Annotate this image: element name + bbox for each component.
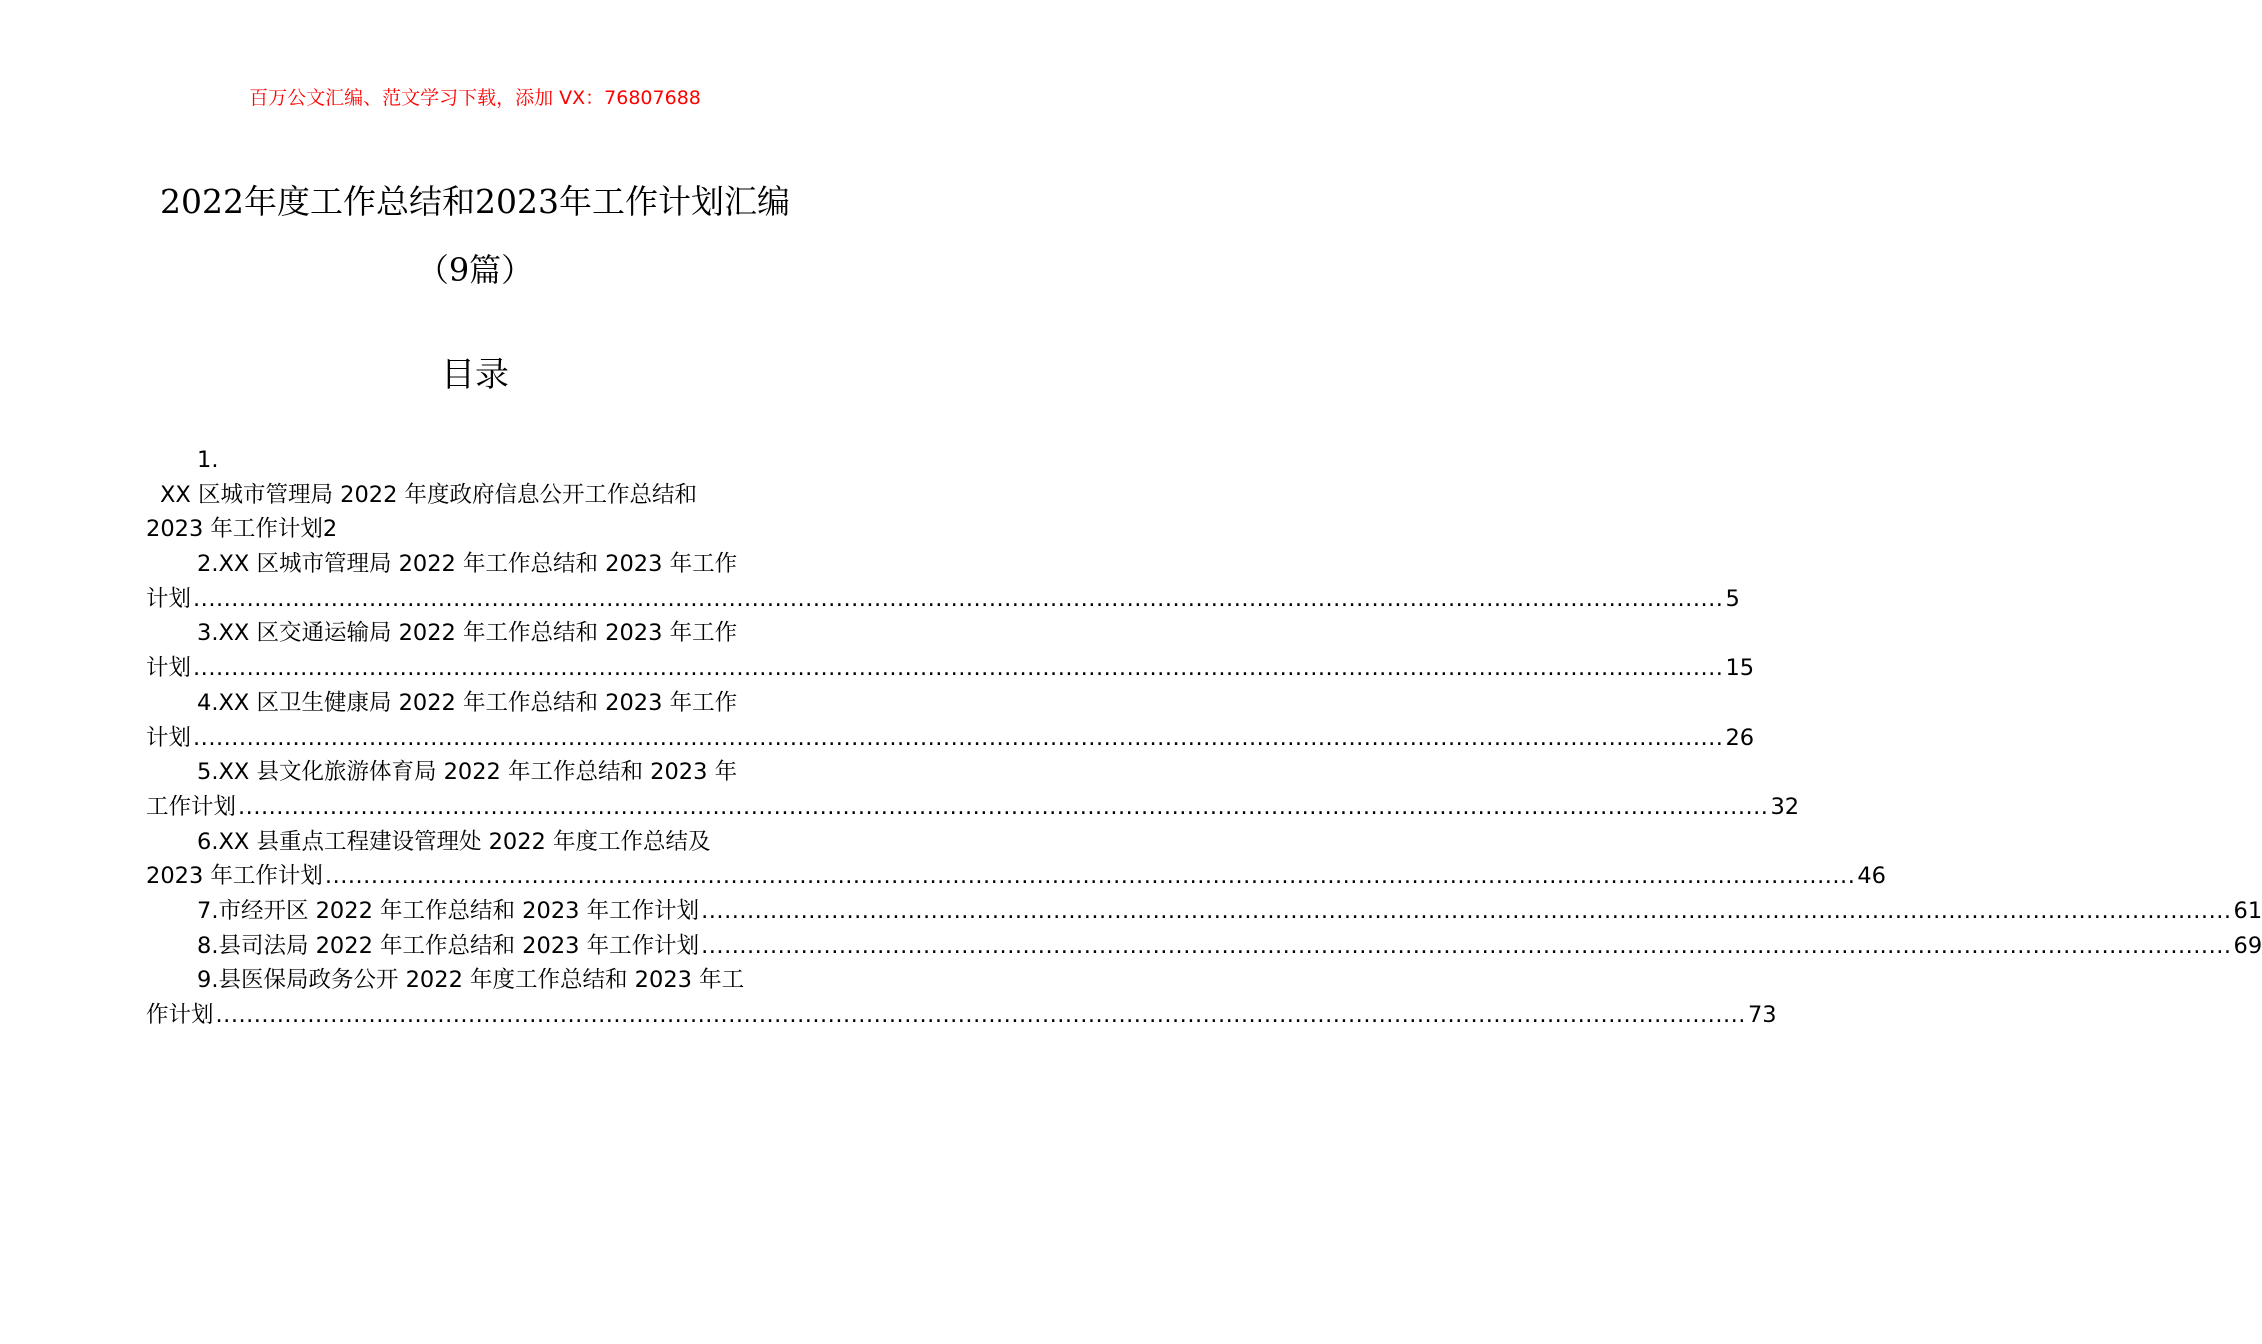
toc-entry-9-title-line[interactable] bbox=[146, 963, 807, 998]
toc-leader-dots: ........................................................................................................................................................................................................ bbox=[701, 932, 2232, 959]
toc-entry-title-continued: 作计划 bbox=[146, 1002, 214, 1028]
toc-entry-5-title-line[interactable] bbox=[146, 755, 807, 790]
toc-leader-dots: ........................................................................................................................................................................................................ bbox=[238, 793, 1769, 820]
toc-leader-dots: ........................................................................................................................................................................................................ bbox=[324, 863, 1856, 890]
toc-entry-title: 2.XX 区城市管理局 2022 年工作总结和 2023 年工作 bbox=[197, 551, 738, 578]
promo-banner: 百万公文汇编、范文学习下载，添加 VX：76807688 bbox=[249, 87, 701, 109]
toc-entry-page: 5 bbox=[1725, 585, 1740, 612]
toc-entry-title: 8.县司法局 2022 年工作总结和 2023 年工作计划 bbox=[197, 932, 700, 959]
toc-leader-dots: ........................................................................................................................................................................................................ bbox=[193, 655, 1724, 682]
toc-entry-title: 7.市经开区 2022 年工作总结和 2023 年工作计划 bbox=[197, 897, 700, 924]
toc-leader-dots: ........................................................................................................................................................................................................ bbox=[193, 585, 1724, 612]
toc-leader-dots: ........................................................................................................................................................................................................ bbox=[701, 897, 2232, 924]
toc-entry-title: XX 区城市管理局 2022 年度政府信息公开工作总结和 bbox=[160, 481, 698, 508]
table-of-contents bbox=[146, 443, 2262, 1033]
toc-entry-title-continued: 计划 bbox=[146, 585, 192, 612]
toc-entry-title: 6.XX 县重点工程建设管理处 2022 年度工作总结及 bbox=[197, 828, 711, 855]
toc-entry-title: 9.县医保局政务公开 2022 年度工作总结和 2023 年工 bbox=[197, 967, 745, 994]
toc-entry-page: 61 bbox=[2233, 897, 2262, 924]
toc-entry-page: 26 bbox=[1725, 724, 1755, 751]
toc-entry-title: 3.XX 区交通运输局 2022 年工作总结和 2023 年工作 bbox=[197, 620, 738, 647]
toc-entry-title-continued: 工作计划 bbox=[146, 793, 237, 820]
toc-heading: 目录 bbox=[441, 355, 509, 395]
toc-leader-dots: ........................................................................................................................................................................................................ bbox=[193, 724, 1724, 751]
toc-entry-title-continued: 2023 年工作计划 bbox=[146, 516, 323, 543]
toc-entry-8-title-line[interactable] bbox=[146, 929, 2262, 964]
toc-entry-2-continuation[interactable] bbox=[146, 582, 1740, 617]
toc-entry-page: 32 bbox=[1770, 793, 1800, 820]
toc-entry-5-continuation[interactable] bbox=[146, 790, 1800, 825]
toc-entry-1-number-line[interactable] bbox=[146, 443, 807, 478]
toc-entry-page: 2 bbox=[322, 516, 338, 543]
toc-entry-4-title-line[interactable] bbox=[146, 686, 807, 721]
document-subtitle: （9篇） bbox=[416, 251, 534, 289]
toc-entry-2-title-line[interactable] bbox=[146, 547, 807, 582]
toc-entry-4-continuation[interactable] bbox=[146, 721, 1755, 756]
toc-leader-dots: ........................................................................................................................................................................................................ bbox=[215, 1002, 1746, 1028]
toc-entry-page: 73 bbox=[1747, 1002, 1777, 1028]
toc-entry-page: 69 bbox=[2233, 932, 2262, 959]
toc-entry-title-continued: 计划 bbox=[146, 724, 192, 751]
toc-entry-1-continuation[interactable] bbox=[146, 512, 807, 547]
toc-entry-title-continued: 计划 bbox=[146, 655, 192, 682]
toc-entry-page: 15 bbox=[1725, 655, 1755, 682]
toc-entry-number: 1. bbox=[197, 447, 219, 473]
toc-entry-title-continued: 2023 年工作计划 bbox=[146, 863, 323, 890]
toc-entry-6-title-line[interactable] bbox=[146, 825, 807, 860]
toc-entry-1-title-line[interactable] bbox=[146, 478, 807, 513]
toc-entry-title: 5.XX 县文化旅游体育局 2022 年工作总结和 2023 年 bbox=[197, 759, 738, 786]
document-title: 2022年度工作总结和2023年工作计划汇编 bbox=[160, 182, 790, 221]
toc-entry-title: 4.XX 区卫生健康局 2022 年工作总结和 2023 年工作 bbox=[197, 689, 738, 716]
toc-entry-3-title-line[interactable] bbox=[146, 616, 807, 651]
toc-entry-7-title-line[interactable] bbox=[146, 894, 2262, 929]
toc-entry-page: 46 bbox=[1857, 863, 1886, 890]
toc-entry-9-continuation[interactable] bbox=[146, 998, 1777, 1033]
toc-entry-6-continuation[interactable] bbox=[146, 859, 1886, 894]
toc-entry-3-continuation[interactable] bbox=[146, 651, 1755, 686]
